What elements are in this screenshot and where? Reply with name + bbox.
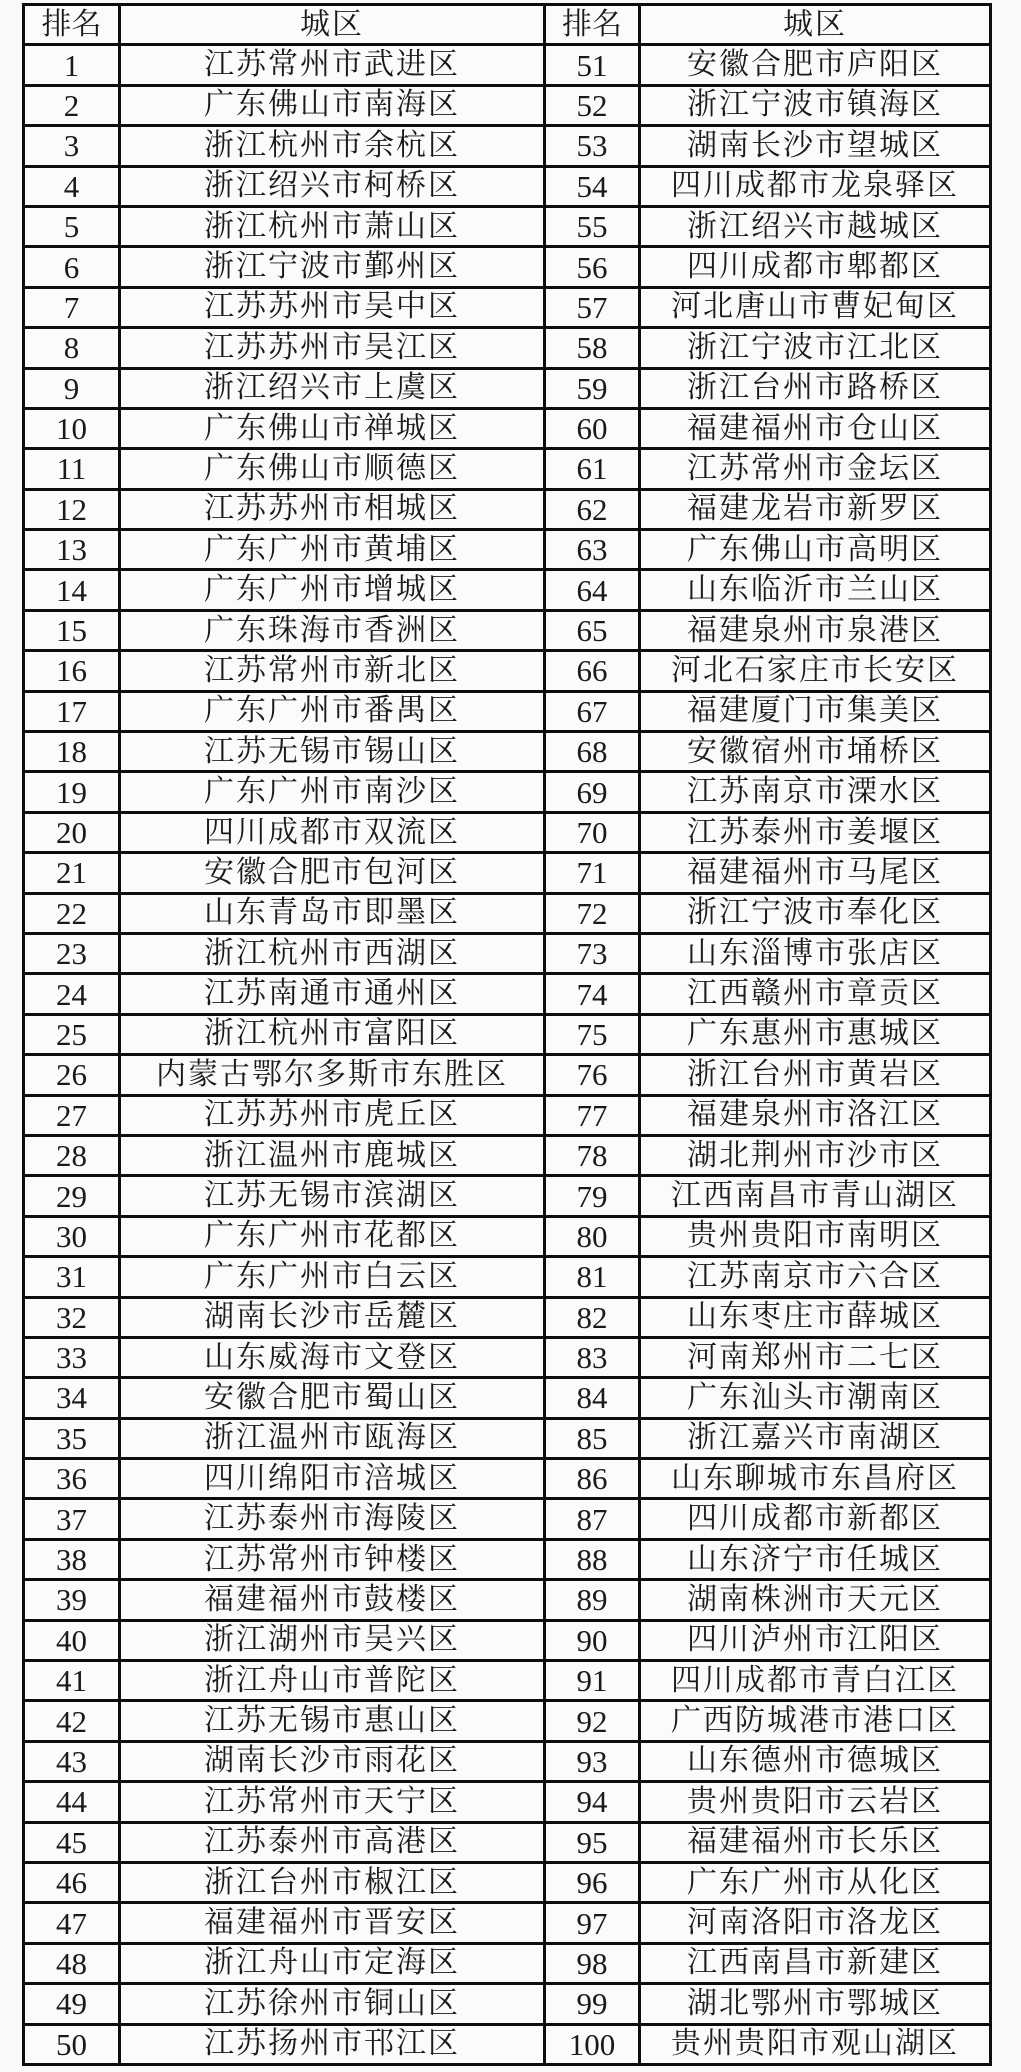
district-cell-left: 江苏常州市钟楼区 xyxy=(120,1539,545,1579)
district-cell-right: 安徽宿州市埇桥区 xyxy=(640,732,991,772)
rank-cell-right: 72 xyxy=(545,893,640,933)
rank-cell-left: 44 xyxy=(24,1782,120,1822)
district-cell-right: 福建泉州市泉港区 xyxy=(640,610,991,650)
district-cell-right: 广东汕头市潮南区 xyxy=(640,1378,991,1418)
district-cell-right: 山东枣庄市薛城区 xyxy=(640,1297,991,1337)
table-row xyxy=(24,45,991,85)
district-cell-left: 广东广州市花都区 xyxy=(120,1216,545,1256)
table-row xyxy=(24,1661,991,1701)
rank-cell-left: 43 xyxy=(24,1741,120,1781)
rank-cell-right: 64 xyxy=(545,570,640,610)
district-ranking-table xyxy=(22,3,992,2066)
rank-cell-left: 39 xyxy=(24,1580,120,1620)
district-cell-left: 山东青岛市即墨区 xyxy=(120,893,545,933)
district-cell-left: 福建福州市晋安区 xyxy=(120,1903,545,1943)
district-cell-left: 江苏南通市通州区 xyxy=(120,974,545,1014)
rank-cell-right: 75 xyxy=(545,1014,640,1054)
rank-cell-left: 32 xyxy=(24,1297,120,1337)
header-row xyxy=(24,5,991,45)
rank-cell-right: 65 xyxy=(545,610,640,650)
table-row xyxy=(24,368,991,408)
district-cell-right: 湖南长沙市望城区 xyxy=(640,126,991,166)
rank-cell-left: 6 xyxy=(24,247,120,287)
rank-cell-right: 81 xyxy=(545,1257,640,1297)
district-cell-left: 江苏苏州市虎丘区 xyxy=(120,1095,545,1135)
rank-cell-right: 91 xyxy=(545,1661,640,1701)
rank-cell-right: 98 xyxy=(545,1943,640,1983)
district-cell-left: 江苏苏州市吴江区 xyxy=(120,328,545,368)
district-cell-left: 江苏无锡市锡山区 xyxy=(120,732,545,772)
rank-cell-right: 99 xyxy=(545,1984,640,2024)
rank-cell-right: 66 xyxy=(545,651,640,691)
rank-cell-right: 100 xyxy=(545,2024,640,2064)
rank-cell-left: 48 xyxy=(24,1943,120,1983)
district-cell-left: 浙江温州市鹿城区 xyxy=(120,1135,545,1175)
rank-cell-right: 68 xyxy=(545,732,640,772)
table-row xyxy=(24,570,991,610)
district-cell-right: 江苏南京市溧水区 xyxy=(640,772,991,812)
district-cell-left: 山东威海市文登区 xyxy=(120,1337,545,1377)
rank-cell-right: 97 xyxy=(545,1903,640,1943)
table-row xyxy=(24,1701,991,1741)
rank-cell-left: 15 xyxy=(24,610,120,650)
table-row xyxy=(24,126,991,166)
district-cell-left: 浙江舟山市普陀区 xyxy=(120,1661,545,1701)
district-cell-right: 广东惠州市惠城区 xyxy=(640,1014,991,1054)
rank-cell-left: 8 xyxy=(24,328,120,368)
district-cell-right: 山东临沂市兰山区 xyxy=(640,570,991,610)
district-cell-left: 四川成都市双流区 xyxy=(120,812,545,852)
table-row xyxy=(24,893,991,933)
rank-cell-right: 82 xyxy=(545,1297,640,1337)
district-cell-left: 浙江湖州市吴兴区 xyxy=(120,1620,545,1660)
rank-cell-left: 9 xyxy=(24,368,120,408)
district-cell-right: 福建福州市长乐区 xyxy=(640,1822,991,1862)
table-row xyxy=(24,287,991,327)
rank-cell-left: 30 xyxy=(24,1216,120,1256)
rank-cell-right: 70 xyxy=(545,812,640,852)
table-row xyxy=(24,85,991,125)
rank-cell-right: 95 xyxy=(545,1822,640,1862)
rank-cell-left: 4 xyxy=(24,166,120,206)
table-row xyxy=(24,1095,991,1135)
district-cell-left: 浙江绍兴市柯桥区 xyxy=(120,166,545,206)
rank-cell-left: 36 xyxy=(24,1459,120,1499)
district-cell-right: 江苏南京市六合区 xyxy=(640,1257,991,1297)
district-column-header-right: 城区 xyxy=(640,5,991,45)
table-row xyxy=(24,691,991,731)
district-cell-left: 湖南长沙市雨花区 xyxy=(120,1741,545,1781)
rank-cell-left: 46 xyxy=(24,1862,120,1902)
rank-cell-right: 74 xyxy=(545,974,640,1014)
table-row xyxy=(24,1620,991,1660)
district-cell-left: 江苏常州市天宁区 xyxy=(120,1782,545,1822)
rank-cell-left: 41 xyxy=(24,1661,120,1701)
district-cell-left: 浙江杭州市萧山区 xyxy=(120,206,545,246)
district-cell-left: 广东广州市番禺区 xyxy=(120,691,545,731)
table-row xyxy=(24,449,991,489)
district-cell-right: 山东济宁市任城区 xyxy=(640,1539,991,1579)
rank-cell-left: 34 xyxy=(24,1378,120,1418)
district-cell-left: 安徽合肥市蜀山区 xyxy=(120,1378,545,1418)
rank-cell-left: 33 xyxy=(24,1337,120,1377)
rank-cell-right: 71 xyxy=(545,853,640,893)
district-cell-right: 浙江嘉兴市南湖区 xyxy=(640,1418,991,1458)
table-row xyxy=(24,732,991,772)
rank-cell-left: 18 xyxy=(24,732,120,772)
rank-cell-right: 96 xyxy=(545,1862,640,1902)
rank-cell-right: 80 xyxy=(545,1216,640,1256)
rank-cell-left: 17 xyxy=(24,691,120,731)
district-cell-right: 安徽合肥市庐阳区 xyxy=(640,45,991,85)
table-row xyxy=(24,1580,991,1620)
rank-cell-right: 57 xyxy=(545,287,640,327)
district-cell-right: 福建福州市马尾区 xyxy=(640,853,991,893)
district-cell-right: 贵州贵阳市南明区 xyxy=(640,1216,991,1256)
district-cell-right: 贵州贵阳市观山湖区 xyxy=(640,2024,991,2064)
rank-cell-left: 10 xyxy=(24,408,120,448)
table-row xyxy=(24,408,991,448)
rank-cell-right: 61 xyxy=(545,449,640,489)
rank-cell-right: 78 xyxy=(545,1135,640,1175)
district-cell-right: 江西南昌市青山湖区 xyxy=(640,1176,991,1216)
rank-cell-left: 22 xyxy=(24,893,120,933)
table-row xyxy=(24,328,991,368)
table-row xyxy=(24,1418,991,1458)
rank-cell-left: 5 xyxy=(24,206,120,246)
rank-cell-left: 50 xyxy=(24,2024,120,2064)
district-cell-left: 广东广州市增城区 xyxy=(120,570,545,610)
rank-cell-left: 7 xyxy=(24,287,120,327)
district-cell-left: 福建福州市鼓楼区 xyxy=(120,1580,545,1620)
district-cell-right: 浙江台州市路桥区 xyxy=(640,368,991,408)
table-row xyxy=(24,1782,991,1822)
table-row xyxy=(24,1499,991,1539)
rank-cell-left: 42 xyxy=(24,1701,120,1741)
table-row xyxy=(24,2024,991,2064)
rank-cell-right: 90 xyxy=(545,1620,640,1660)
district-cell-left: 江苏无锡市惠山区 xyxy=(120,1701,545,1741)
district-cell-right: 广东广州市从化区 xyxy=(640,1862,991,1902)
rank-cell-right: 79 xyxy=(545,1176,640,1216)
rank-cell-left: 26 xyxy=(24,1055,120,1095)
district-cell-left: 江苏徐州市铜山区 xyxy=(120,1984,545,2024)
rank-cell-right: 83 xyxy=(545,1337,640,1377)
district-cell-right: 浙江宁波市镇海区 xyxy=(640,85,991,125)
table-row xyxy=(24,1135,991,1175)
rank-cell-right: 94 xyxy=(545,1782,640,1822)
rank-cell-left: 2 xyxy=(24,85,120,125)
table-row xyxy=(24,610,991,650)
district-cell-left: 江苏常州市武进区 xyxy=(120,45,545,85)
district-cell-left: 湖南长沙市岳麓区 xyxy=(120,1297,545,1337)
rank-cell-right: 58 xyxy=(545,328,640,368)
table-row xyxy=(24,853,991,893)
district-cell-left: 广东广州市南沙区 xyxy=(120,772,545,812)
table-row xyxy=(24,247,991,287)
rank-cell-left: 24 xyxy=(24,974,120,1014)
district-cell-left: 广东广州市白云区 xyxy=(120,1257,545,1297)
table-row xyxy=(24,772,991,812)
district-cell-left: 四川绵阳市涪城区 xyxy=(120,1459,545,1499)
district-cell-left: 江苏泰州市高港区 xyxy=(120,1822,545,1862)
district-cell-left: 内蒙古鄂尔多斯市东胜区 xyxy=(120,1055,545,1095)
table-row xyxy=(24,1862,991,1902)
district-cell-left: 广东佛山市顺德区 xyxy=(120,449,545,489)
rank-cell-left: 12 xyxy=(24,489,120,529)
rank-cell-right: 51 xyxy=(545,45,640,85)
district-cell-left: 江苏无锡市滨湖区 xyxy=(120,1176,545,1216)
table-row xyxy=(24,206,991,246)
district-cell-left: 江苏扬州市邗江区 xyxy=(120,2024,545,2064)
rank-cell-right: 85 xyxy=(545,1418,640,1458)
table-row xyxy=(24,489,991,529)
rank-cell-left: 14 xyxy=(24,570,120,610)
rank-cell-left: 29 xyxy=(24,1176,120,1216)
district-cell-right: 四川成都市郫都区 xyxy=(640,247,991,287)
rank-cell-right: 84 xyxy=(545,1378,640,1418)
district-cell-right: 湖北鄂州市鄂城区 xyxy=(640,1984,991,2024)
table-row xyxy=(24,974,991,1014)
table-row xyxy=(24,1257,991,1297)
rank-cell-right: 89 xyxy=(545,1580,640,1620)
district-cell-right: 河北唐山市曹妃甸区 xyxy=(640,287,991,327)
district-cell-right: 四川成都市青白江区 xyxy=(640,1661,991,1701)
district-cell-left: 江苏泰州市海陵区 xyxy=(120,1499,545,1539)
rank-column-header-left: 排名 xyxy=(24,5,120,45)
rank-cell-right: 56 xyxy=(545,247,640,287)
table-row xyxy=(24,1943,991,1983)
district-cell-left: 广东佛山市禅城区 xyxy=(120,408,545,448)
district-cell-right: 福建龙岩市新罗区 xyxy=(640,489,991,529)
table-row xyxy=(24,1297,991,1337)
rank-cell-right: 86 xyxy=(545,1459,640,1499)
rank-cell-left: 21 xyxy=(24,853,120,893)
rank-cell-right: 93 xyxy=(545,1741,640,1781)
district-cell-right: 江苏泰州市姜堰区 xyxy=(640,812,991,852)
district-cell-right: 山东聊城市东昌府区 xyxy=(640,1459,991,1499)
rank-column-header-right: 排名 xyxy=(545,5,640,45)
rank-cell-left: 23 xyxy=(24,933,120,973)
table-row xyxy=(24,812,991,852)
rank-cell-right: 54 xyxy=(545,166,640,206)
district-cell-right: 贵州贵阳市云岩区 xyxy=(640,1782,991,1822)
rank-cell-right: 55 xyxy=(545,206,640,246)
district-cell-right: 江西南昌市新建区 xyxy=(640,1943,991,1983)
district-cell-right: 浙江宁波市奉化区 xyxy=(640,893,991,933)
table-row xyxy=(24,530,991,570)
district-cell-left: 广东广州市黄埔区 xyxy=(120,530,545,570)
rank-cell-left: 40 xyxy=(24,1620,120,1660)
rank-cell-left: 1 xyxy=(24,45,120,85)
rank-cell-right: 76 xyxy=(545,1055,640,1095)
district-cell-right: 湖北荆州市沙市区 xyxy=(640,1135,991,1175)
district-cell-right: 浙江宁波市江北区 xyxy=(640,328,991,368)
table-row xyxy=(24,1903,991,1943)
district-cell-right: 广西防城港市港口区 xyxy=(640,1701,991,1741)
district-cell-right: 浙江台州市黄岩区 xyxy=(640,1055,991,1095)
rank-cell-left: 25 xyxy=(24,1014,120,1054)
rank-cell-left: 19 xyxy=(24,772,120,812)
district-cell-left: 江苏苏州市吴中区 xyxy=(120,287,545,327)
district-cell-right: 江苏常州市金坛区 xyxy=(640,449,991,489)
table-row xyxy=(24,1176,991,1216)
district-cell-left: 广东珠海市香洲区 xyxy=(120,610,545,650)
district-cell-left: 浙江宁波市鄞州区 xyxy=(120,247,545,287)
district-cell-right: 福建泉州市洛江区 xyxy=(640,1095,991,1135)
district-cell-right: 河南郑州市二七区 xyxy=(640,1337,991,1377)
table-row xyxy=(24,166,991,206)
rank-cell-left: 13 xyxy=(24,530,120,570)
rank-cell-right: 67 xyxy=(545,691,640,731)
rank-cell-left: 28 xyxy=(24,1135,120,1175)
district-cell-right: 四川泸州市江阳区 xyxy=(640,1620,991,1660)
table-body xyxy=(24,45,991,2065)
district-cell-right: 四川成都市新都区 xyxy=(640,1499,991,1539)
district-cell-right: 河南洛阳市洛龙区 xyxy=(640,1903,991,1943)
rank-cell-left: 47 xyxy=(24,1903,120,1943)
district-cell-left: 浙江舟山市定海区 xyxy=(120,1943,545,1983)
district-cell-right: 山东德州市德城区 xyxy=(640,1741,991,1781)
district-cell-right: 河北石家庄市长安区 xyxy=(640,651,991,691)
table-row xyxy=(24,1337,991,1377)
rank-cell-right: 52 xyxy=(545,85,640,125)
table-row xyxy=(24,1055,991,1095)
district-cell-left: 广东佛山市南海区 xyxy=(120,85,545,125)
table-row xyxy=(24,1216,991,1256)
rank-cell-right: 88 xyxy=(545,1539,640,1579)
rank-cell-left: 16 xyxy=(24,651,120,691)
table-row xyxy=(24,933,991,973)
table-row xyxy=(24,651,991,691)
rank-cell-right: 87 xyxy=(545,1499,640,1539)
rank-cell-left: 20 xyxy=(24,812,120,852)
district-cell-right: 四川成都市龙泉驿区 xyxy=(640,166,991,206)
rank-cell-right: 63 xyxy=(545,530,640,570)
rank-cell-left: 27 xyxy=(24,1095,120,1135)
table-row xyxy=(24,1984,991,2024)
district-cell-left: 浙江台州市椒江区 xyxy=(120,1862,545,1902)
rank-cell-right: 62 xyxy=(545,489,640,529)
district-cell-right: 福建福州市仓山区 xyxy=(640,408,991,448)
rank-cell-right: 77 xyxy=(545,1095,640,1135)
district-cell-left: 安徽合肥市包河区 xyxy=(120,853,545,893)
district-cell-right: 湖南株洲市天元区 xyxy=(640,1580,991,1620)
rank-cell-right: 60 xyxy=(545,408,640,448)
rank-cell-left: 35 xyxy=(24,1418,120,1458)
table-row xyxy=(24,1459,991,1499)
rank-cell-left: 37 xyxy=(24,1499,120,1539)
district-cell-right: 浙江绍兴市越城区 xyxy=(640,206,991,246)
table-row xyxy=(24,1539,991,1579)
rank-cell-left: 31 xyxy=(24,1257,120,1297)
rank-cell-right: 69 xyxy=(545,772,640,812)
district-ranking-document xyxy=(22,3,992,2066)
district-cell-left: 江苏常州市新北区 xyxy=(120,651,545,691)
rank-cell-right: 92 xyxy=(545,1701,640,1741)
district-cell-left: 浙江绍兴市上虞区 xyxy=(120,368,545,408)
district-cell-left: 浙江杭州市西湖区 xyxy=(120,933,545,973)
district-cell-right: 山东淄博市张店区 xyxy=(640,933,991,973)
district-cell-left: 浙江温州市瓯海区 xyxy=(120,1418,545,1458)
district-cell-left: 浙江杭州市富阳区 xyxy=(120,1014,545,1054)
district-column-header-left: 城区 xyxy=(120,5,545,45)
rank-cell-right: 59 xyxy=(545,368,640,408)
rank-cell-left: 3 xyxy=(24,126,120,166)
district-cell-left: 江苏苏州市相城区 xyxy=(120,489,545,529)
table-row xyxy=(24,1014,991,1054)
rank-cell-left: 38 xyxy=(24,1539,120,1579)
rank-cell-right: 73 xyxy=(545,933,640,973)
table-row xyxy=(24,1822,991,1862)
district-cell-right: 江西赣州市章贡区 xyxy=(640,974,991,1014)
table-row xyxy=(24,1741,991,1781)
table-row xyxy=(24,1378,991,1418)
rank-cell-right: 53 xyxy=(545,126,640,166)
rank-cell-left: 45 xyxy=(24,1822,120,1862)
district-cell-right: 广东佛山市高明区 xyxy=(640,530,991,570)
rank-cell-left: 49 xyxy=(24,1984,120,2024)
district-cell-left: 浙江杭州市余杭区 xyxy=(120,126,545,166)
district-cell-right: 福建厦门市集美区 xyxy=(640,691,991,731)
rank-cell-left: 11 xyxy=(24,449,120,489)
